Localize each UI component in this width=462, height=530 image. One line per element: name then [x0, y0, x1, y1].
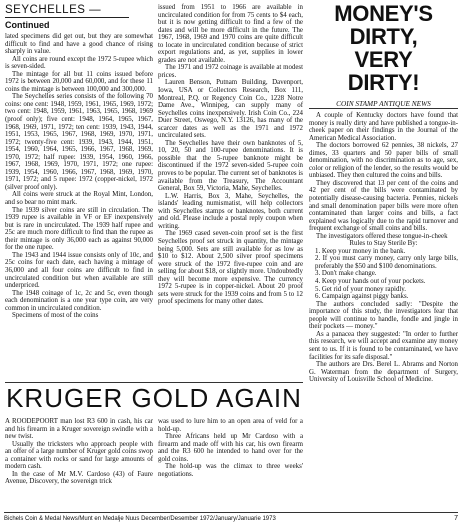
- seychelles-column-1: [5, 4, 153, 320]
- paragraph: was used to lure him to an open area of veld for a hold-up.: [158, 418, 303, 433]
- headline-line: MONEY'S: [334, 1, 433, 26]
- paragraph: The Seychelles series consists of the following 70 coins: one cent: 1948, 1959, 1961, 1965, 1969, 1972; two cent: 1948, 1959, 1961, 1963, 1965, 1968, 1969 (proof only); five cent: 1948, 1964, 1965, 1967, 1968, 1969, 1971, 1972; ten cent: 1939, 1943, 1944, 1951, 1953, 1965, 1967, 1968, 1969, 1970, 1971, 1972; twenty-five cent: 1939, 1943, 1944, 1951, 1954, 1960, 1964, 1965, 1966, 1967, 1968, 1969, 1970, 1972; half rupee: 1939, 1954, 1960, 1966, 1967, 1968, 1969, 1970, 1971, 1972; one rupee: 1939, 1954, 1960, 1966, 1967, 1968, 1969, 1970, 1971, 1972; and 5 rupee: 1972 (copper-nickel, 1972 (silver proof only).: [5, 93, 153, 191]
- paragraph: All coins were struck at the Royal Mint, London, and so bear no mint mark.: [5, 191, 153, 207]
- rule-item: 3. Don't make change.: [315, 270, 377, 278]
- footer-publication: Bichels Coin & Medal News/Munt en Medalje Nuus December/Desember 1972/January/Januarie 1973: [4, 516, 276, 522]
- headline-line: VERY: [354, 47, 413, 72]
- money-article-column: [309, 112, 458, 384]
- money-dirty-headline: [309, 2, 458, 96]
- rule-item: 4. Keep your hands out of your pockets.: [315, 278, 426, 286]
- paragraph: The Seychelles have their own banknotes of 5, 10, 20, 50 and 100-rupee denominations. It is possible that the 5-rupee banknote might be discontinued if the 1972 seven-sided 5-rupee coin proves to be popular. The current set of banknotes is available from the Treasury, The Accountant General, Box 59, Victoria, Mahe, Seychelles.: [158, 139, 303, 193]
- paragraph: In the case of Mr M.V. Cardoso (43) of Faure Avenue, Discovery, the sovereign trick: [5, 470, 153, 486]
- seychelles-column-2: [158, 4, 303, 306]
- paragraph: The authors concluded sadly: "Despite the importance of this study, the investigators fear that people will continue to handle, fondle and jingle in their pockets — money.": [309, 300, 458, 331]
- paragraph: A couple of Kentucky doctors have found that money is really dirty and have published a tongue-in-cheek paper on their findings in the Journal of the American Medical Association.: [309, 112, 458, 142]
- headline-line: DIRTY!: [347, 70, 420, 95]
- rule-item: 6. Campaign against piggy banks.: [315, 293, 409, 301]
- paragraph: A ROODEPOORT man lost R3 600 in cash, his car and his firearm in a Kruger sovereign swindle with a new twist.: [5, 418, 153, 441]
- paragraph: The 1939 silver coins are still in circulation. The 1939 rupee is available in VF or EF inexpensively but is rare in uncirculated. The 1939 half rupee and 25c are much more difficult to find than the rupee as their mintage is only 36,000 each as against 90,000 for the one rupee.: [5, 206, 153, 252]
- section-subhead: Continued: [5, 20, 50, 30]
- rule-item: 1. Keep your money in the bank.: [315, 247, 406, 255]
- paragraph: The doctors borrowed 62 pennies, 38 nickels, 27 dimes, 33 quarters and 50 paper bills of small denomination, with no discrimination as to age, sex, color or religion of the lender, so the results would be unbiased. They then cultured the coins and bills.: [309, 142, 458, 180]
- paragraph: lated specimens did get out, but they are somewhat difficult to find and have a good chance of rising sharply in value.: [5, 33, 153, 56]
- page-number: 7: [454, 515, 458, 522]
- section-header: SEYCHELLES —: [5, 4, 102, 16]
- paragraph: The authors are Drs. Berel L. Abrams and Norton G. Waterman from the department of Surgery, University of Louisville School of Medicine.: [309, 361, 458, 384]
- rule-item: 2. If you must carry money, carry only large bills, preferably the $50 and $100 denominations.: [315, 255, 458, 270]
- paragraph: Lauren Benson, Putnam Building, Davenport, Iowa, USA or Collectors Research, Box 111, Montreal, P.Q. or Regency Coin Co., 1228 Notre Dame Ave., Winnipeg, can supply many of Seychelles coins inexpensively. Irish Coin Co., 224 Duer Street, Oswego, N.Y. 13126, has many of the scarcer dates as well as the 1971 and 1972 uncirculated sets.: [158, 79, 303, 140]
- paragraph: issued from 1951 to 1966 are available in uncirculated condition for from 75 cents to $4 each, but it is now getting difficult to find a few of the dates and will be more difficult in the future. The 1967, 1968, 1969 and 1970 coins are quite difficult to locate in uncirculated condition because of strict export regulations and, as yet, supplies in lower grades are not available.: [158, 4, 303, 64]
- paragraph: The 1971 and 1972 coinage is available at modest prices.: [158, 64, 303, 79]
- paragraph: The mintage for all but 11 coins issued before 1972 is between 20,000 and 60,000, and for these 11 coins the mintage is between 100,000 and 300,000.: [5, 70, 153, 93]
- paragraph: As a panacea they suggested: "In order to further this research, we will accept and examine any money sent to us. If it is found to be contaminated, we have facilities for its safe disposal.": [309, 330, 458, 361]
- paragraph: The 1948 coinage of 1c, 2c and 5c, even though each denomination is a one year type coin, are very common in uncirculated condition.: [5, 289, 153, 312]
- article-source: COIN STAMP ANTIQUE NEWS: [309, 99, 458, 109]
- header-rule: [5, 17, 129, 18]
- kruger-column-2: [158, 418, 303, 478]
- paragraph: Three Africans held up Mr Cardoso with a firearm and made off with his car, his own firearm and the R3 600 he intended to hand over for the gold coins.: [158, 433, 303, 463]
- paragraph: L.W. Harris, Box 3, Mahe, Seychelles, the islands' leading numismatist, will help collectors with Seychelles stamps or banknotes, both current and old. Please include a postal reply coupon when writing.: [158, 192, 303, 230]
- paragraph: The 1969 cased seven-coin proof set is the first Seychelles proof set struck in quantity, the mintage being 5,000. Sets are still available for as low as $10 to $12. About 2,500 silver proof specimens were struck of the 1972 five-rupee coin and are selling for about $18, or slightly more. Undoubtedly they will become more expensive. The currency 1972 5-rupee is in copper-nickel. About 20 proof sets were struck for the 1939 coins and from 5 to 12 proof specimens for many other dates.: [158, 230, 303, 306]
- paragraph: All coins are round except the 1972 5-rupee which is seven-sided.: [5, 55, 153, 71]
- page-footer: [4, 512, 458, 525]
- rules-title: Rules to Stay Sterile By:: [349, 240, 418, 248]
- kruger-headline: KRUGER GOLD AGAIN: [6, 383, 302, 413]
- paragraph: They discovered that 13 per cent of the coins and 42 per cent of the bills were contaminated by potentially disease-causing bacteria. Pennies, nickels and small denomination paper bills were more often contaminated than larger coins and bills, a fact explained was logically due to the rapid turnover and frequent exchange of small coins and bills.: [309, 179, 458, 233]
- paragraph: The investigators offered these tongue-in-cheek: [316, 232, 448, 240]
- paragraph: Specimens of most of the coins: [12, 312, 99, 320]
- paragraph: The hold-up was the climax to three weeks' negotiations.: [158, 463, 303, 478]
- rule-item: 5. Get rid of your money rapidly.: [315, 285, 407, 293]
- paragraph: The 1943 and 1944 issue consists only of 10c, and 25c coins for each date, each having a mintage of 36,000 and all four coins are difficult to find in uncirculated condition but when available are still underpriced.: [5, 251, 153, 290]
- paragraph: Usually the tricksters who approach people with an offer of a large number of Kruger gold coins swop a container with rocks or sand for large amounts of modern cash.: [5, 440, 153, 471]
- kruger-column-1: [5, 418, 153, 486]
- headline-line: DIRTY,: [349, 24, 418, 49]
